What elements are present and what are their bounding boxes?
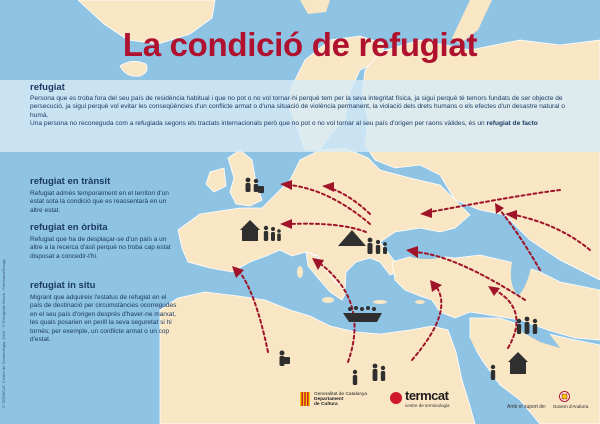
sicily	[322, 297, 334, 303]
category-transit	[30, 176, 178, 215]
termcat-name: termcat	[405, 388, 449, 403]
definition-term: refugiat	[30, 82, 65, 93]
definition-body: Persona que es troba fora del seu país de residència habitual i que no pot o no vol tornar-hi perquè tem per la seva integritat física, ja sigui perquè té temors fundats de ser objecte de persecució, ja sigui perquè vol evitar les conseqüències d'un conflicte armat o d'una situació de violència permanent, la violació dels drets humans o els efectes d'un desastre natural o humà.	[30, 95, 565, 119]
category-insitu	[30, 280, 178, 344]
category-term: refugiat en òrbita	[30, 222, 108, 233]
definition-term-2: refugiat de facto	[486, 119, 538, 127]
termcat-dot-icon	[390, 392, 402, 404]
gencat-bars-icon	[300, 392, 310, 406]
category-desc: Refugiat que ha de desplaçar-se d'un país a un altre a la recerca d'asil perquè no troba cap estat disposat a concedir-l'hi.	[30, 236, 171, 260]
termcat-sub: centre de terminologia	[405, 403, 450, 408]
andorra-text: Govern d'Andorra	[553, 404, 589, 409]
category-desc: Migrant que adquireix l'estatus de refugiat en el país de destinació per circumstàncies ocorregudes en el seu país d'origen després d'haver-ne marxat, les quals posarien en perill la seva seguretat si hi tornés; per exemple, un conflicte armat o un cop d'estat.	[30, 294, 177, 344]
gencat-line2: Departament	[314, 397, 344, 403]
category-term: refugiat in situ	[30, 280, 96, 291]
cyprus	[415, 300, 425, 304]
category-orbit	[30, 222, 178, 261]
sardinia	[297, 266, 303, 278]
category-term: refugiat en trànsit	[30, 176, 111, 187]
gencat-line1: Generalitat de Catalunya	[314, 392, 368, 397]
category-desc: Refugiat admès temporalment en el territori d'un estat sota la condició que es reassentarà en un altre estat.	[30, 190, 169, 214]
andorra-seal-icon	[559, 391, 570, 402]
definition-text	[30, 95, 585, 128]
support-label: Amb el suport de:	[507, 404, 547, 410]
gencat-line3: de Cultura	[314, 402, 338, 408]
crete	[373, 300, 387, 304]
page-title: La condició de refugiat	[122, 26, 478, 63]
family-east	[517, 317, 537, 334]
credits-text: © TERMCAT, Centre de Terminologia, 2016 · © Fotografia iStock · Freehand/Design	[1, 258, 6, 408]
definition-body-2: Una persona no reconeguda com a refugiada segons els tractats internacionals però que no pot o no vol tornar al seu país d'origen per raons vàlides, és un	[30, 119, 485, 127]
